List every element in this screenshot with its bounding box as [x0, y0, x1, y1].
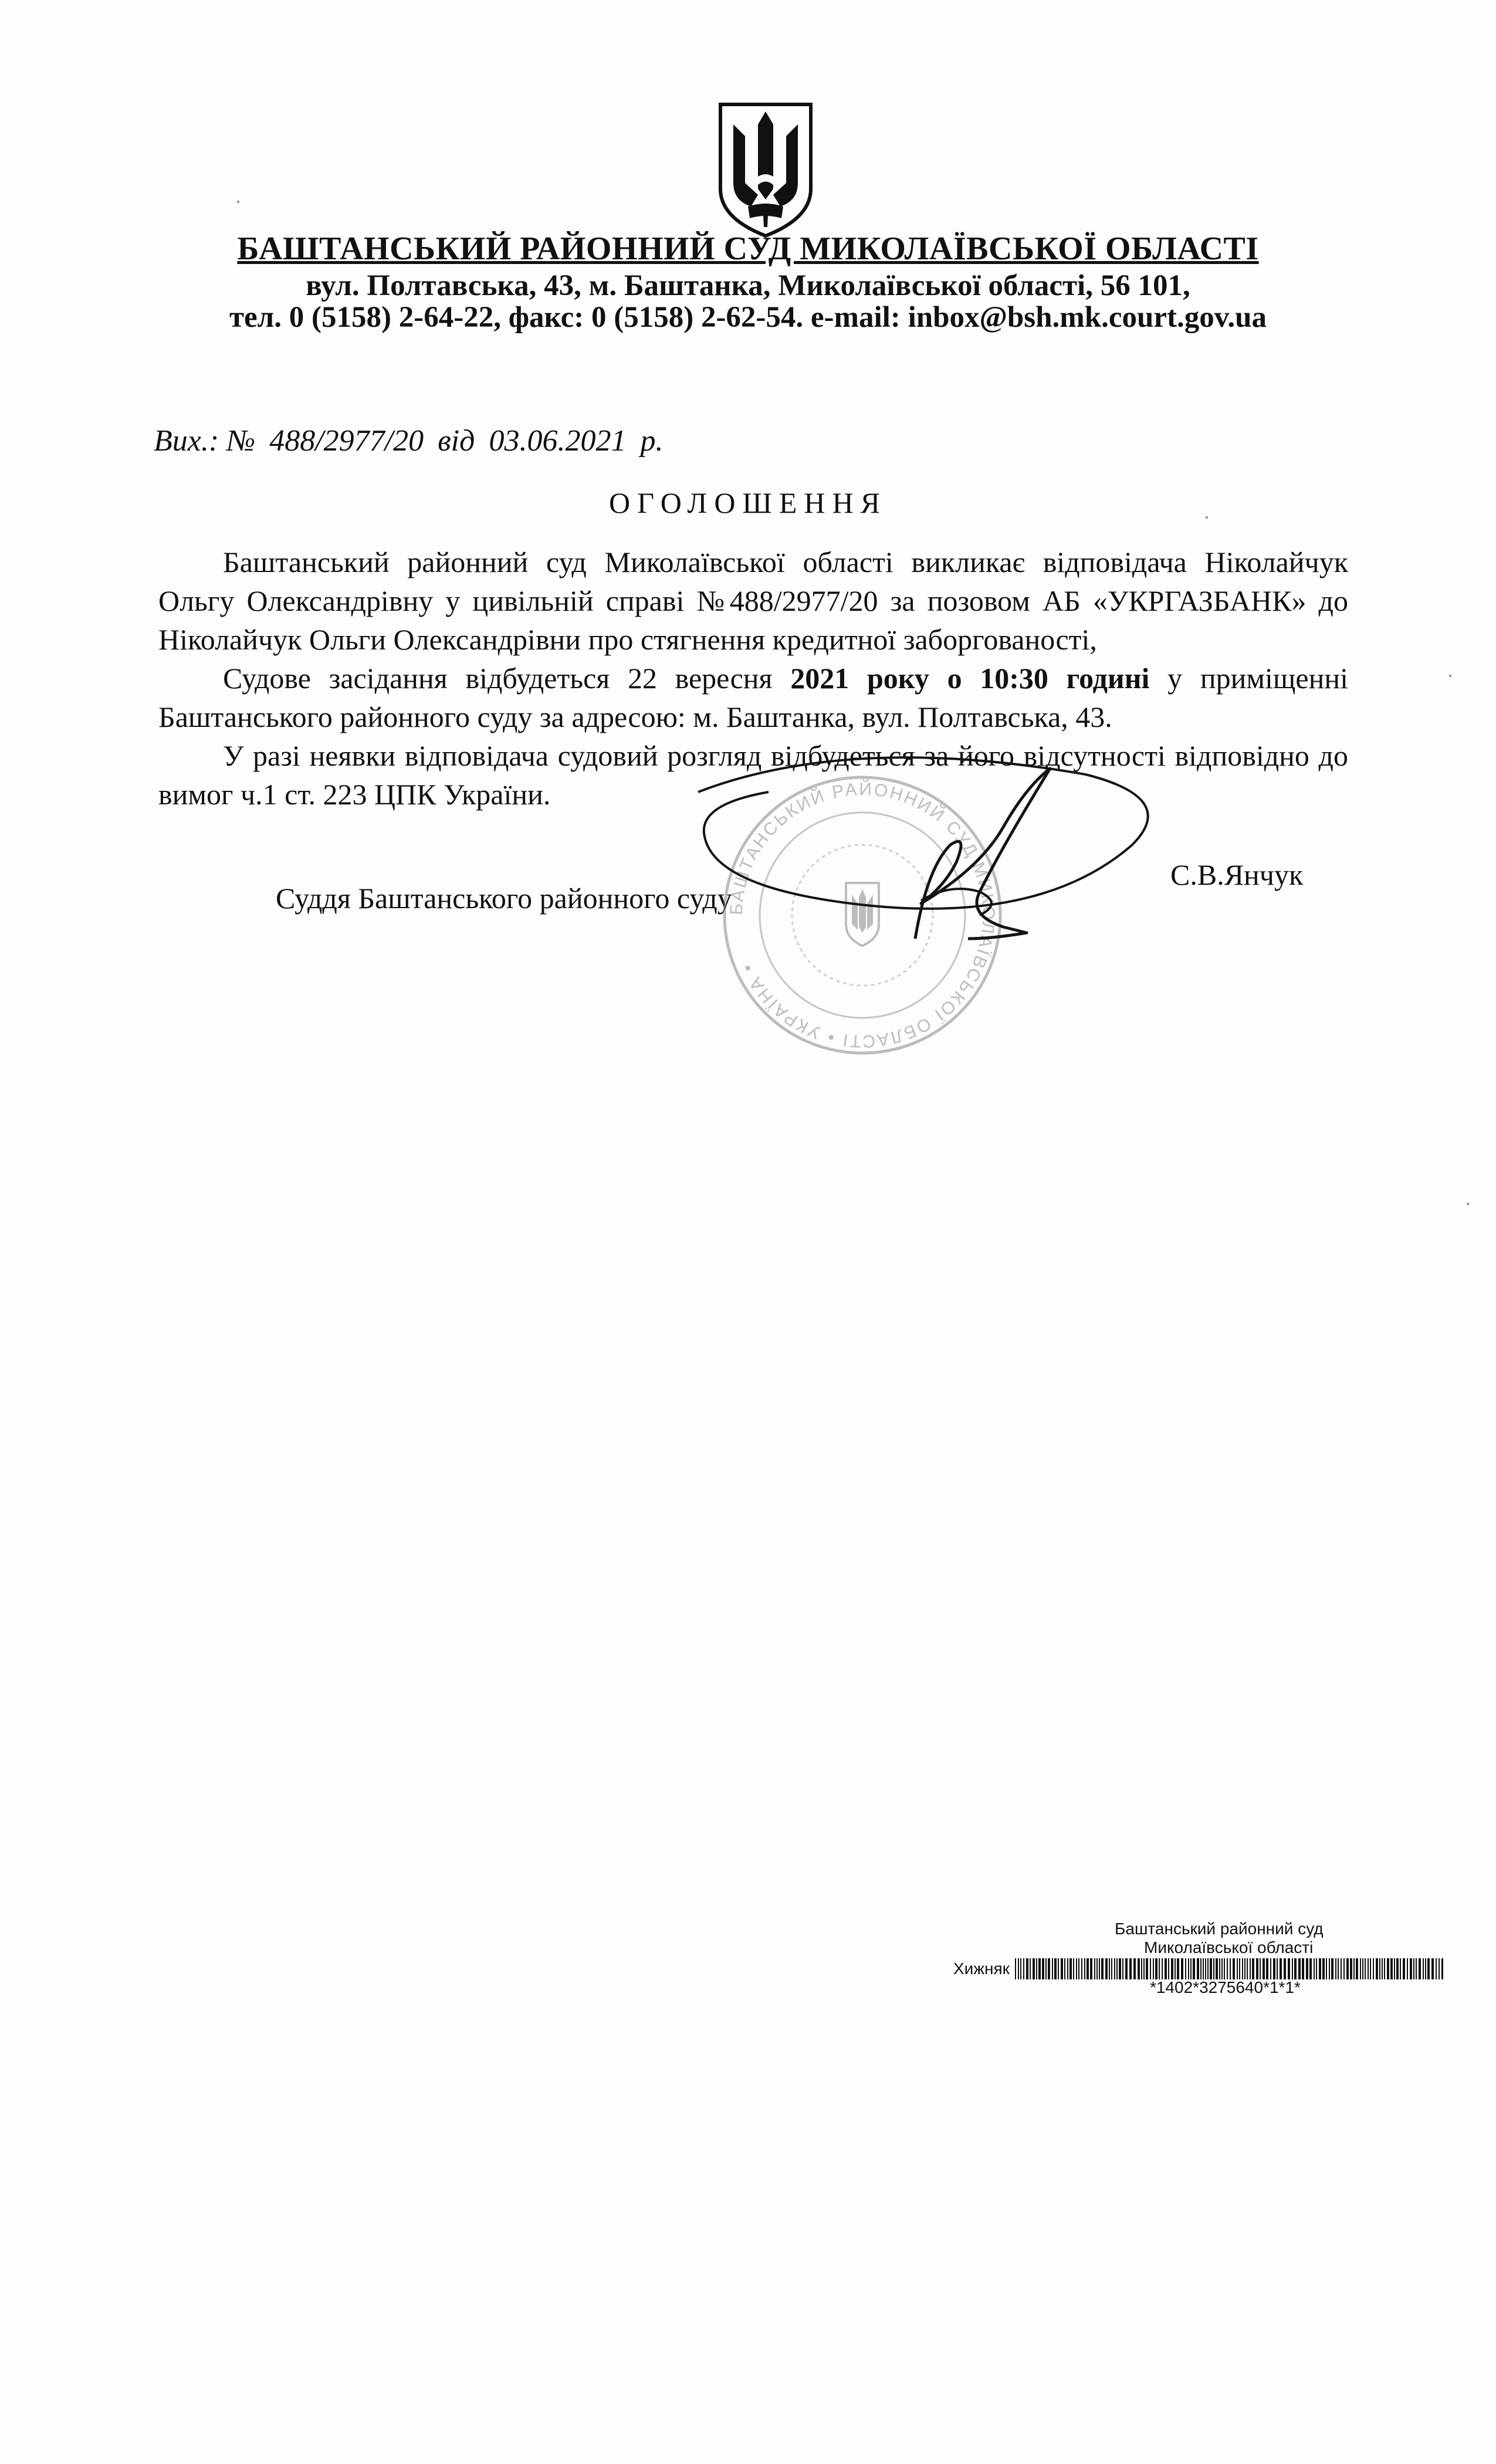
barcode-bar: [1368, 1958, 1369, 1979]
barcode-bar: [1087, 1958, 1089, 1979]
barcode-bar: [1067, 1958, 1068, 1979]
barcode-bar: [1073, 1958, 1074, 1979]
outgoing-date-suffix: р.: [640, 424, 664, 458]
barcode-bar: [1125, 1958, 1128, 1979]
barcode-bar: [1105, 1958, 1108, 1979]
outgoing-prefix: Вих.: №: [154, 424, 256, 458]
barcode-icon: [1015, 1958, 1443, 1979]
barcode-bar: [1081, 1958, 1082, 1979]
barcode-bar: [1155, 1958, 1157, 1979]
barcode-bar: [1400, 1958, 1401, 1979]
barcode-bar: [1387, 1958, 1389, 1979]
barcode-bar: [1425, 1958, 1426, 1979]
barcode-bar: [1193, 1958, 1195, 1979]
barcode-bar: [1146, 1958, 1148, 1979]
outgoing-date: 03.06.2021: [489, 424, 627, 458]
barcode-bar: [1207, 1958, 1209, 1979]
barcode-bar: [1244, 1958, 1245, 1979]
barcode-bar: [1436, 1958, 1437, 1979]
barcode-bar: [1239, 1958, 1240, 1979]
barcode-bar: [1054, 1958, 1057, 1979]
barcode-bar: [1219, 1958, 1220, 1979]
barcode-bar: [1360, 1958, 1361, 1979]
barcode-bar: [1177, 1958, 1179, 1979]
barcode-bar: [1168, 1958, 1169, 1979]
barcode-bar: [1038, 1958, 1041, 1979]
barcode-bar: [1379, 1958, 1380, 1979]
barcode-bar: [1376, 1958, 1378, 1979]
barcode-bar: [1023, 1958, 1024, 1979]
registration-clerk: Хижняк: [953, 1959, 1010, 1978]
barcode-bar: [1370, 1958, 1371, 1979]
seal-text: БАШТАНСЬКИЙ РАЙОННИЙ СУД МИКОЛАЇВСЬКОЇ ОБЛАСТІ • УКРАЇНА •: [726, 779, 999, 1051]
barcode-bar: [1020, 1958, 1021, 1979]
barcode-bar: [1061, 1958, 1063, 1979]
barcode-bar: [1101, 1958, 1104, 1979]
barcode-bar: [1407, 1958, 1408, 1979]
barcode-bar: [1114, 1958, 1115, 1979]
barcode-bar: [1319, 1958, 1321, 1979]
court-name-heading: БАШТАНСЬКИЙ РАЙОННИЙ СУД МИКОЛАЇВСЬКОЇ ОБЛАСТІ: [237, 231, 1259, 267]
barcode-bar: [1084, 1958, 1085, 1979]
barcode-bar: [1122, 1958, 1123, 1979]
barcode-bar: [1224, 1958, 1225, 1979]
barcode-bar: [1284, 1958, 1286, 1979]
barcode-bar: [1338, 1958, 1339, 1979]
barcode-bar: [1026, 1958, 1028, 1979]
barcode-bar: [1175, 1958, 1176, 1979]
barcode-bar: [1242, 1958, 1243, 1979]
registration-court-line: Баштанський районний суд: [1115, 1920, 1324, 1938]
barcode-bar: [1256, 1958, 1258, 1979]
barcode-bar: [1133, 1958, 1136, 1979]
barcode-bar: [1416, 1958, 1417, 1979]
scan-speck: [1449, 675, 1451, 677]
barcode-bar: [1162, 1958, 1163, 1979]
barcode-bar: [1382, 1958, 1383, 1979]
barcode-bar: [1335, 1958, 1336, 1979]
barcode-bar: [1302, 1958, 1304, 1979]
court-contacts: тел. 0 (5158) 2-64-22, факс: 0 (5158) 2-62-54. e-mail: inbox@bsh.mk.court.gov.ua: [229, 301, 1267, 334]
barcode-bar: [1129, 1958, 1132, 1979]
barcode-bar: [1288, 1958, 1290, 1979]
coat-of-arms-trident-icon: [716, 101, 815, 239]
barcode-bar: [1309, 1958, 1312, 1979]
barcode-bar: [1266, 1958, 1268, 1979]
barcode-bar: [1143, 1958, 1145, 1979]
barcode-bar: [1252, 1958, 1254, 1979]
barcode-bar: [1237, 1958, 1238, 1979]
notice-paragraph-2: [158, 659, 1348, 736]
hearing-datetime: 2021 року о 10:30 годині: [790, 662, 1150, 695]
outgoing-number: 488/2977/20: [269, 424, 424, 458]
barcode-bar: [1076, 1958, 1077, 1979]
barcode-bar: [1441, 1958, 1443, 1979]
barcode-bar: [1292, 1958, 1293, 1979]
barcode-bar: [1277, 1958, 1278, 1979]
barcode-bar: [1396, 1958, 1399, 1979]
barcode-bar: [1045, 1958, 1047, 1979]
barcode-bar: [1314, 1958, 1315, 1979]
barcode-bar: [1260, 1958, 1261, 1979]
barcode-bar: [1353, 1958, 1355, 1979]
barcode-bar: [1362, 1958, 1363, 1979]
barcode-bar: [1119, 1958, 1121, 1979]
barcode-bar: [1384, 1958, 1385, 1979]
barcode-bar: [1033, 1958, 1035, 1979]
barcode-bar: [1096, 1958, 1098, 1979]
barcode-bar: [1410, 1958, 1412, 1979]
barcode-number: *1402*3275640*1*1*: [1150, 1978, 1301, 1996]
outgoing-number-line: [154, 424, 677, 458]
barcode-bar: [1064, 1958, 1065, 1979]
barcode-bar: [1280, 1958, 1282, 1979]
registration-region-line: Миколаївської області: [1144, 1938, 1314, 1957]
barcode-bar: [1213, 1958, 1214, 1979]
barcode-bar: [1233, 1958, 1235, 1979]
barcode-bar: [1185, 1958, 1186, 1979]
notice-paragraph-1: Баштанський районний суд Миколаївської області викликає відповідача Ніколайчук Ольгу Олександрівну у цивільній справі №488/2977/20 за позовом АБ «УКРГАЗБАНК» до Ніколайчук Ольги Олександрівни про стягнення кредитної заборгованості,: [158, 546, 1348, 656]
scan-speck: [237, 201, 239, 203]
barcode-bar: [1356, 1958, 1358, 1979]
barcode-bar: [1015, 1958, 1016, 1979]
barcode-bar: [1216, 1958, 1218, 1979]
barcode-bar: [1048, 1958, 1050, 1979]
barcode-bar: [1181, 1958, 1183, 1979]
barcode-bar: [1394, 1958, 1395, 1979]
court-address: вул. Полтавська, 43, м. Баштанка, Миколаївської області, 56 101,: [306, 269, 1190, 302]
judge-signature-label: Суддя Баштанського районного суду: [276, 882, 732, 915]
barcode-bar: [1171, 1958, 1173, 1979]
barcode-bar: [1200, 1958, 1201, 1979]
barcode-bar: [1210, 1958, 1212, 1979]
barcode-bar: [1153, 1958, 1154, 1979]
barcode-bar: [1423, 1958, 1424, 1979]
barcode-bar: [1331, 1958, 1333, 1979]
barcode-bar: [1197, 1958, 1199, 1979]
barcode-bar: [1111, 1958, 1112, 1979]
outgoing-date-prefix: від: [438, 424, 475, 458]
barcode-bar: [1343, 1958, 1345, 1979]
barcode-bar: [1419, 1958, 1421, 1979]
barcode-bar: [1306, 1958, 1308, 1979]
barcode-bar: [1078, 1958, 1079, 1979]
barcode-bar: [1099, 1958, 1100, 1979]
barcode-bar: [1413, 1958, 1414, 1979]
barcode-bar: [1138, 1958, 1140, 1979]
barcode-bar: [1298, 1958, 1301, 1979]
barcode-bar: [1030, 1958, 1031, 1979]
notice-title: ОГОЛОШЕННЯ: [609, 486, 887, 519]
barcode-bar: [1109, 1958, 1110, 1979]
barcode-bar: [1069, 1958, 1072, 1979]
barcode-bar: [1322, 1958, 1325, 1979]
barcode-bar: [1316, 1958, 1317, 1979]
barcode-bar: [1190, 1958, 1192, 1979]
barcode-bar: [1403, 1958, 1405, 1979]
barcode-bar: [1326, 1958, 1327, 1979]
barcode-bar: [1150, 1958, 1151, 1979]
barcode-bar: [1052, 1958, 1053, 1979]
hearing-place: у приміщенні Баштанського районного суду за адресою: м. Баштанка, вул. Полтавська, 43.: [158, 662, 1348, 733]
scan-speck: [1467, 1203, 1469, 1205]
barcode-bar: [1350, 1958, 1352, 1979]
barcode-bar: [1090, 1958, 1092, 1979]
barcode-bar: [1058, 1958, 1059, 1979]
barcode-bar: [1227, 1958, 1228, 1979]
barcode-bar: [1018, 1958, 1019, 1979]
barcode-bar: [1141, 1958, 1142, 1979]
barcode-bar: [1346, 1958, 1349, 1979]
barcode-bar: [1203, 1958, 1204, 1979]
barcode-bar: [1427, 1958, 1430, 1979]
barcode-bar: [1341, 1958, 1342, 1979]
barcode-bar: [1439, 1958, 1440, 1979]
barcode-bar: [1329, 1958, 1330, 1979]
barcode-bar: [1188, 1958, 1189, 1979]
barcode-bar: [1365, 1958, 1366, 1979]
barcode-bar: [1294, 1958, 1297, 1979]
barcode-bar: [1270, 1958, 1271, 1979]
hearing-intro: Судове засідання відбудеться 22 вересня: [223, 662, 773, 695]
judge-name: С.В.Янчук: [1170, 858, 1304, 891]
barcode-bar: [1263, 1958, 1265, 1979]
barcode-bar: [1094, 1958, 1095, 1979]
barcode-bar: [1247, 1958, 1248, 1979]
barcode-bar: [1273, 1958, 1275, 1979]
barcode-bar: [1390, 1958, 1393, 1979]
barcode-bar: [1373, 1958, 1374, 1979]
barcode-bar: [1165, 1958, 1167, 1979]
barcode-bar: [1250, 1958, 1251, 1979]
notice-paragraph-3: У разі неявки відповідача судовий розгляд відбудеться за його відсутності відповідно до вимог ч.1 ст. 223 ЦПК України.: [158, 739, 1348, 811]
barcode-bar: [1431, 1958, 1434, 1979]
barcode-bar: [1042, 1958, 1044, 1979]
barcode-bar: [1205, 1958, 1206, 1979]
barcode-bar: [1116, 1958, 1118, 1979]
scan-speck: [1206, 516, 1208, 519]
barcode-bar: [1221, 1958, 1223, 1979]
signature-icon: [675, 751, 1185, 974]
barcode-bar: [1230, 1958, 1231, 1979]
barcode-bar: [1036, 1958, 1037, 1979]
barcode-bar: [1159, 1958, 1160, 1979]
